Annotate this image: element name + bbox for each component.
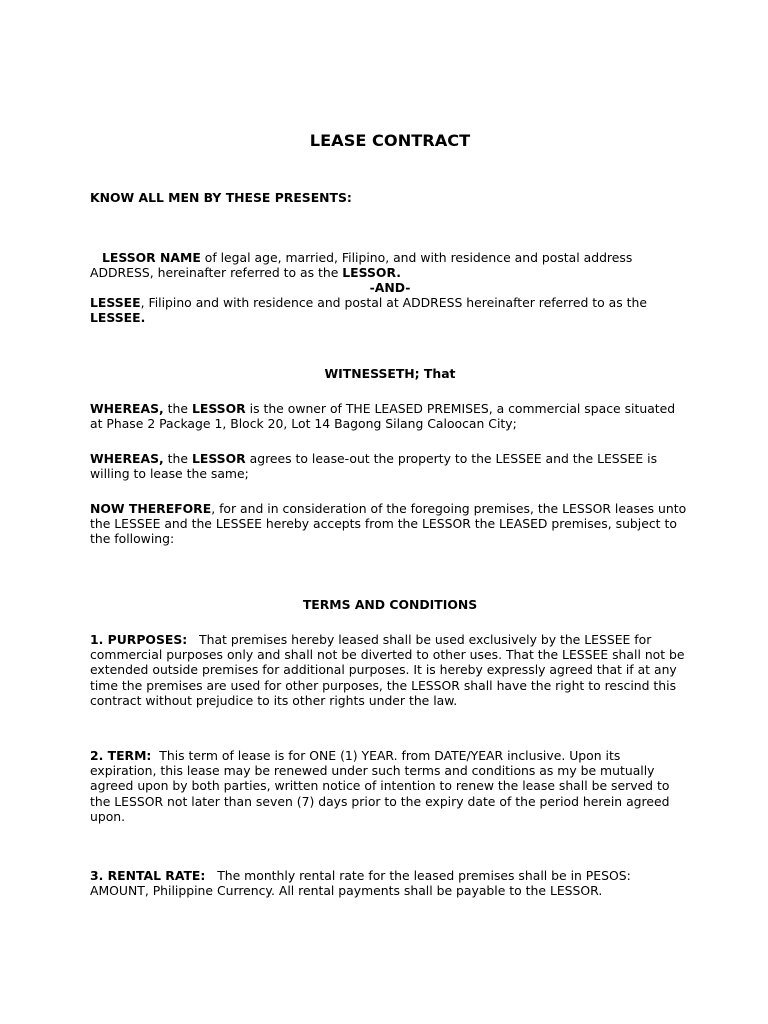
intro-line: KNOW ALL MEN BY THESE PRESENTS: — [90, 190, 352, 205]
and-separator: -AND- — [369, 280, 411, 295]
term-text: This term of lease is for ONE (1) YEAR. from DATE/YEAR inclusive. Upon its expiration, this lease may be renewed under such terms and conditions as my be mutually agreed upon by both parties, written notice of intention to renew the lease shall be served to the LESSOR not later than seven (7) days prior to the expiry date of the period herein agreed upon. — [90, 748, 670, 824]
lessee-name: LESSEE — [90, 295, 141, 310]
whereas-paragraph-2: WHEREAS, the LESSOR agrees to lease-out the property to the LESSEE and the LESSEE is willing to lease the same; — [90, 451, 658, 482]
lessee-label: LESSEE. — [90, 310, 146, 326]
term-heading: 3. RENTAL RATE: — [90, 868, 206, 883]
lessee-text: , Filipino and with residence and postal at ADDRESS hereinafter referred to as the — [140, 295, 647, 310]
whereas-paragraph-1: WHEREAS, the LESSOR is the owner of THE LEASED PREMISES, a commercial space situated at Phase 2 Package 1, Block 20, Lot 14 Bagong Silang Caloocan City; — [90, 401, 676, 432]
term-heading: 1. PURPOSES: — [90, 632, 188, 647]
now-therefore-text: , for and in consideration of the foregoing premises, the LESSOR leases unto the LESSEE and the LESSEE hereby accepts from the LESSOR the LEASED premises, subject to the following: — [90, 501, 687, 547]
term-purposes — [90, 632, 690, 708]
now-therefore-lead: NOW THEREFORE — [90, 501, 212, 516]
lessor-label: LESSOR. — [342, 265, 401, 281]
witnesseth-heading: WITNESSETH; That — [324, 366, 456, 381]
whereas-text: is the owner of THE LEASED PREMISES, a commercial space situated at Phase 2 Package 1, Block 20, Lot 14 Bagong Silang Caloocan City; — [90, 401, 676, 432]
lessor-name: LESSOR NAME — [102, 250, 201, 265]
lessor-paragraph — [90, 250, 690, 280]
lessor-text: of legal age, married, Filipino, and with residence and postal address ADDRESS, hereinafter referred to as the — [90, 250, 633, 281]
lessee-paragraph — [90, 295, 690, 325]
term-text: That premises hereby leased shall be used exclusively by the LESSEE for commercial purposes only and shall not be diverted to other uses. That the LESSEE shall not be extended outside premises for additional purposes. It is hereby expressly agreed that if at any time the premises are used for other purposes, the LESSOR shall have the right to rescind this contract without prejudice to its other rights under the law. — [90, 632, 685, 708]
now-therefore-paragraph — [90, 501, 690, 547]
whereas-party: LESSOR — [191, 451, 246, 466]
term-heading: 2. TERM: — [90, 748, 152, 763]
whereas-text: agrees to lease-out the property to the LESSEE and the LESSEE is willing to lease the same; — [90, 451, 658, 482]
whereas-lead: WHEREAS, — [90, 401, 164, 416]
document-title: LEASE CONTRACT — [309, 131, 471, 150]
terms-heading: TERMS AND CONDITIONS — [302, 597, 478, 612]
term-rental-rate — [90, 868, 690, 898]
term-term — [90, 748, 690, 824]
term-text: The monthly rental rate for the leased premises shall be in PESOS: AMOUNT, Philippine Currency. All rental payments shall be payable to the LESSOR. — [90, 868, 631, 899]
whereas-lead: WHEREAS, — [90, 451, 164, 466]
whereas-party: LESSOR — [191, 401, 246, 416]
